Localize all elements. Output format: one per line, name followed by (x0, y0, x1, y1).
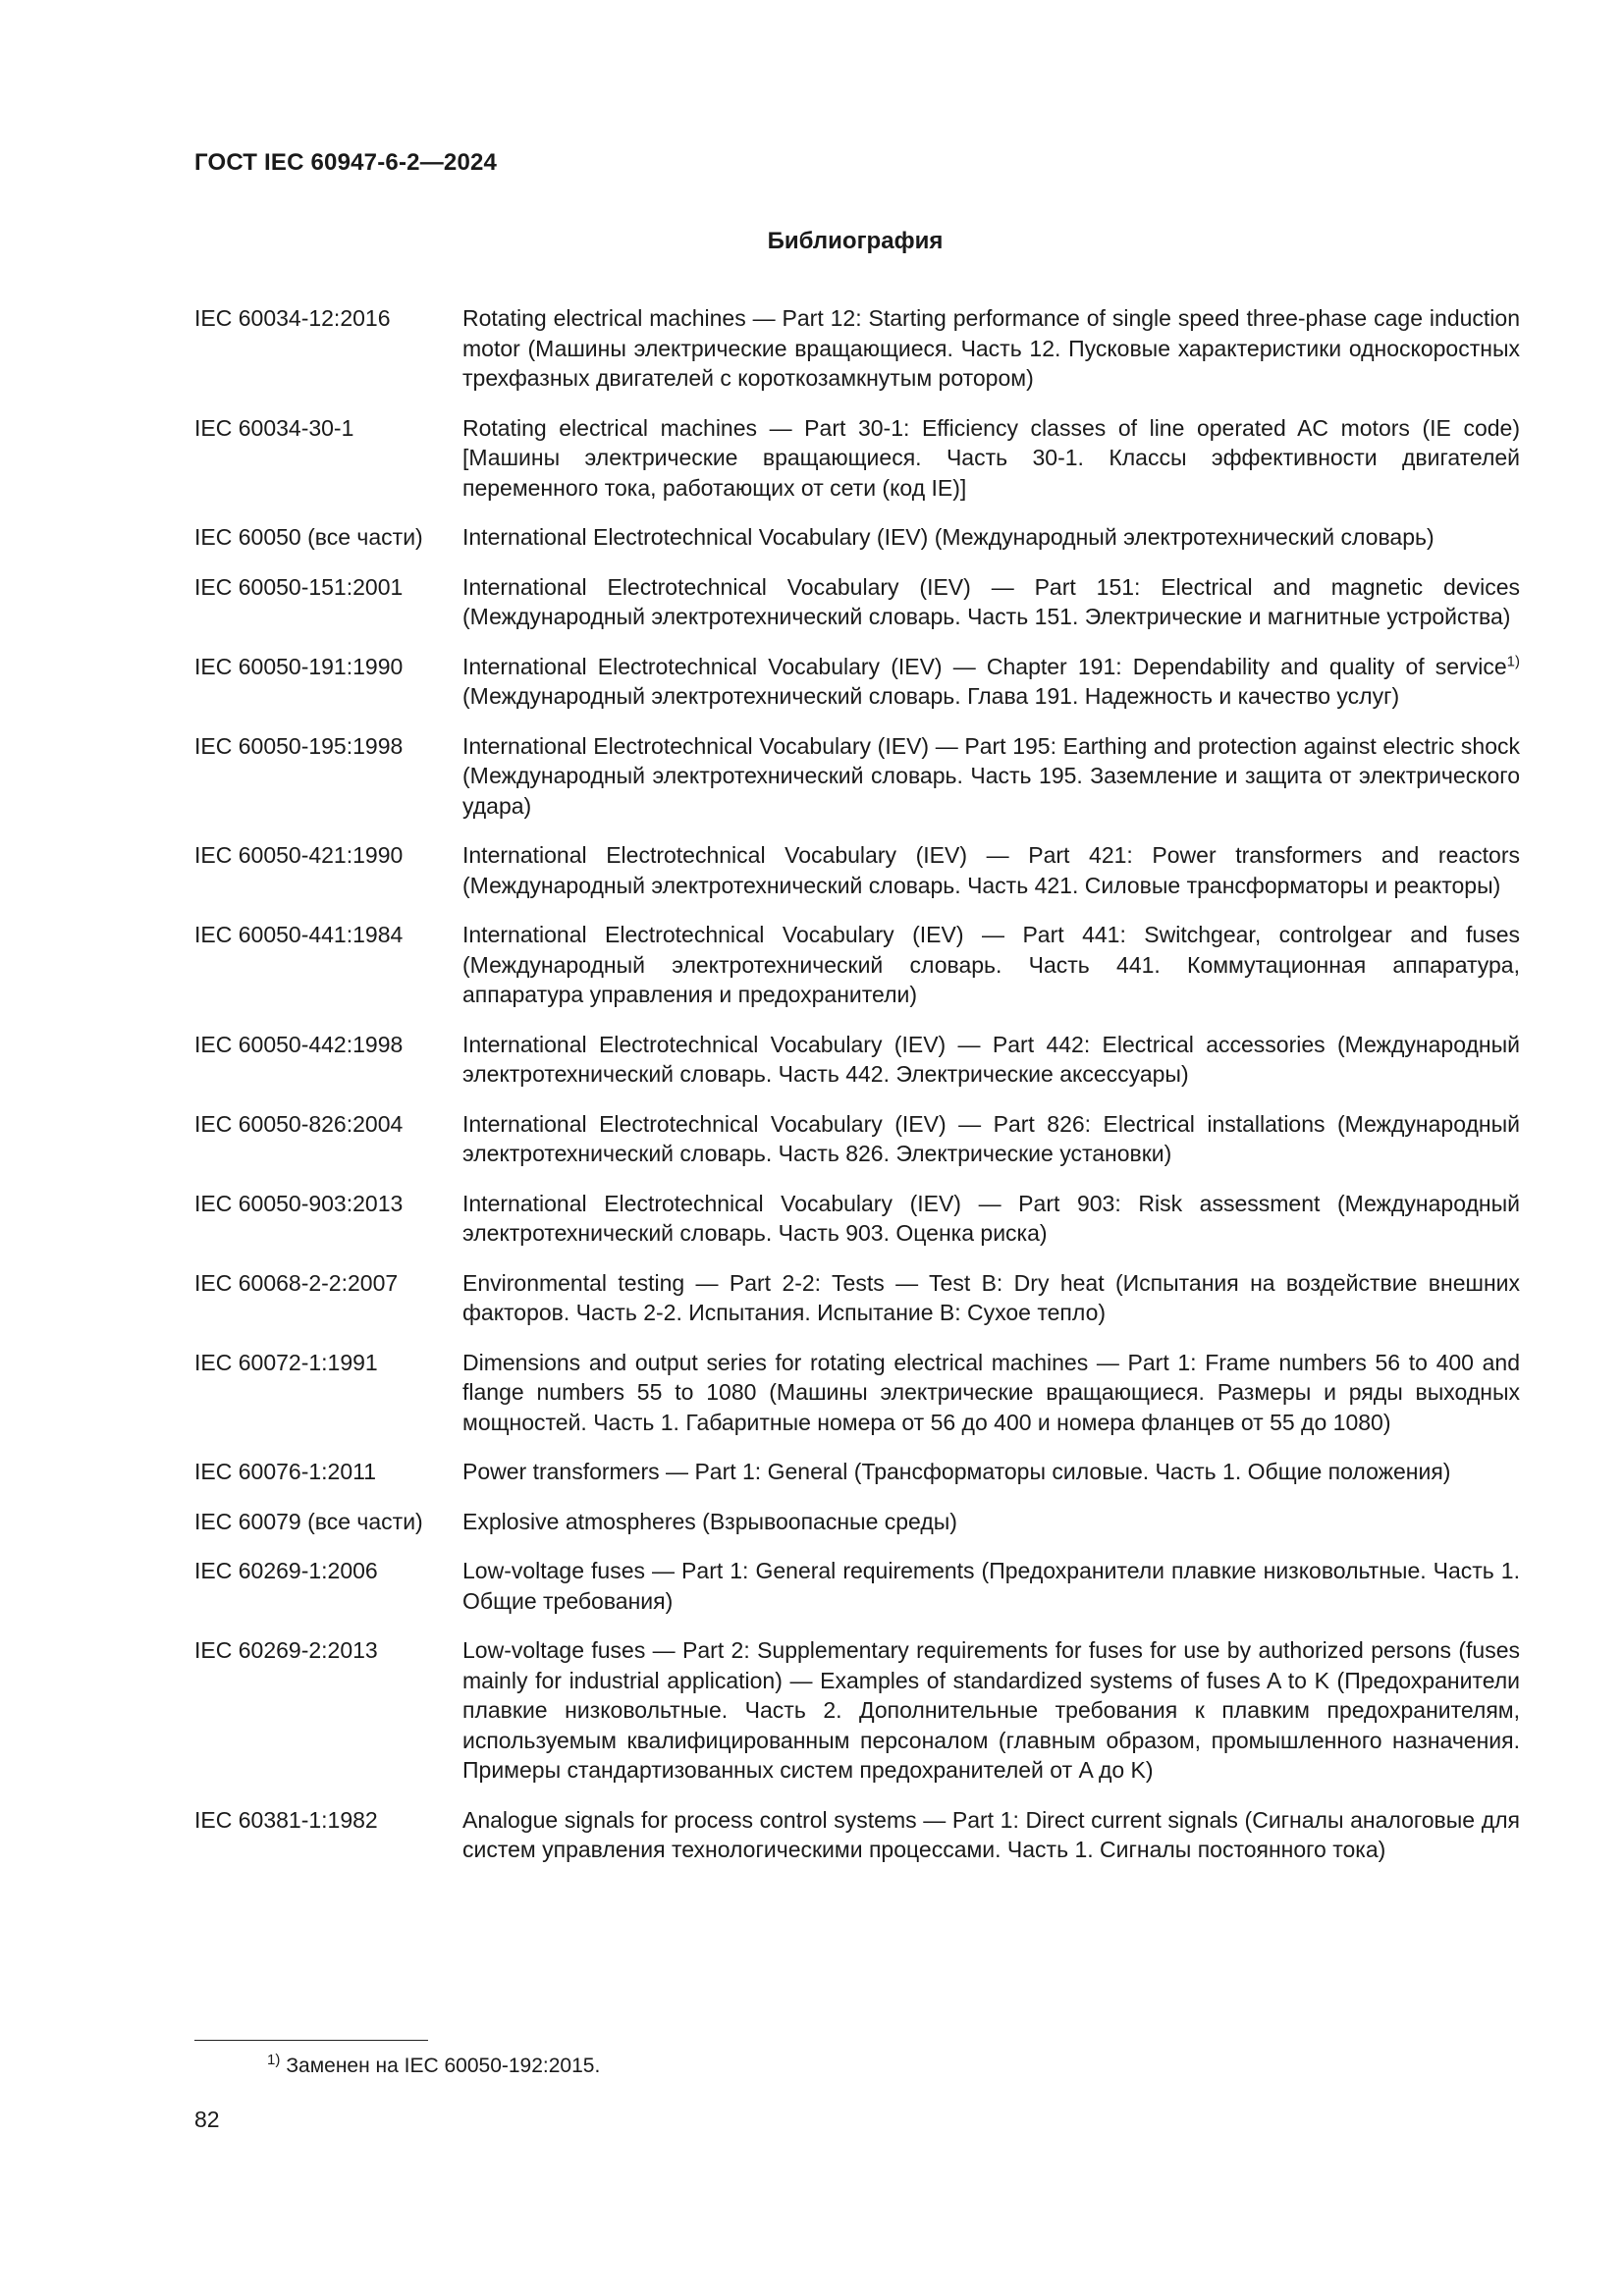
entry-description: International Electrotechnical Vocabulary (IEV) — Part 421: Power transformers and reactors (Международный электротехнический словарь. Часть 421. Силовые трансформаторы и реакторы) (462, 842, 1520, 898)
footnote-number: 1) (267, 2052, 281, 2068)
bibliography-entry (194, 1030, 1520, 1090)
entry-reference: IEC 60050-151:2001 (194, 573, 404, 600)
bibliography-entry (194, 840, 1520, 900)
entry-description: International Electrotechnical Vocabulary (IEV) — Part 441: Switchgear, controlgear and fuses (Международный электротехнический словарь. Часть 441. Коммутационная аппаратура, аппаратура управления и предохранители) (462, 922, 1520, 1007)
entry-reference: IEC 60050-442:1998 (194, 1031, 404, 1057)
footnote-separator (194, 2040, 428, 2041)
entry-reference: IEC 60072-1:1991 (194, 1349, 378, 1375)
entry-description: International Electrotechnical Vocabulary (IEV) (Международный электротехнический словарь) (462, 524, 1435, 550)
bibliography-entry (194, 413, 1520, 504)
entry-description: Analogue signals for process control systems — Part 1: Direct current signals (Сигналы аналоговые для систем управления технологическими процессами. Часть 1. Сигналы постоянного тока) (462, 1806, 1520, 1862)
entry-description: International Electrotechnical Vocabulary (IEV) — Part 903: Risk assessment (Международный электротехнический словарь. Часть 903. Оценка риска) (462, 1190, 1520, 1246)
entry-reference: IEC 60068-2-2:2007 (194, 1269, 399, 1296)
bibliography-entry (194, 303, 1520, 394)
bibliography-entry (194, 1556, 1520, 1616)
standard-designation: ГОСТ IEC 60947-6-2—2024 (194, 149, 498, 176)
bibliography-entry (194, 1348, 1520, 1438)
entry-reference: IEC 60050-903:2013 (194, 1190, 404, 1216)
bibliography-list (194, 303, 1520, 1885)
bibliography-entry (194, 1805, 1520, 1865)
entry-description: Low-voltage fuses — Part 2: Supplementary requirements for fuses for use by authorized persons (fuses mainly for industrial application) — Examples of standardized systems of fuses A to K (Предохранители плавкие низковольтные. Часть 2. Дополнительные требования к плавким предохранителям, используемым квалифицированным персоналом (главным образом, промышленного назначения. Примеры стандартизованных систем предохранителей от A до K) (462, 1637, 1520, 1783)
footnote-text: Заменен на IEC 60050-192:2015. (286, 2055, 601, 2077)
entry-description: International Electrotechnical Vocabulary (IEV) — Part 195: Earthing and protection against electric shock (Международный электротехнический словарь. Часть 195. Заземление и защита от электрического удара) (462, 732, 1520, 819)
bibliography-entry (194, 1635, 1520, 1786)
entry-description: International Electrotechnical Vocabulary (IEV) — Part 442: Electrical accessories (Международный электротехнический словарь. Часть 442. Электрические аксессуары) (462, 1031, 1520, 1087)
bibliography-entry (194, 1457, 1520, 1487)
entry-reference: IEC 60076-1:2011 (194, 1459, 376, 1484)
entry-description: Explosive atmospheres (Взрывоопасные среды) (462, 1508, 957, 1534)
entry-reference: IEC 60050-421:1990 (194, 842, 404, 868)
entry-description: Environmental testing — Part 2-2: Tests — Test B: Dry heat (Испытания на воздействие внешних факторов. Часть 2-2. Испытания. Испытание B: Сухое тепло) (462, 1269, 1520, 1325)
entry-reference: IEC 60050-441:1984 (194, 922, 404, 947)
bibliography-entry (194, 572, 1520, 632)
bibliography-entry (194, 731, 1520, 822)
entry-description: International Electrotechnical Vocabulary (IEV) — Part 826: Electrical installations (Международный электротехнический словарь. Часть 826. Электрические установки) (462, 1110, 1520, 1166)
entry-reference: IEC 60034-12:2016 (194, 305, 391, 331)
entry-text-part: (Международный электротехнический словарь. Глава 191. Надежность и качество услуг) (462, 683, 1400, 709)
entry-reference: IEC 60381-1:1982 (194, 1806, 378, 1833)
entry-description: Rotating electrical machines — Part 30-1: Efficiency classes of line operated AC motors (IE code) [Машины электрические вращающиеся. Часть 30-1. Классы эффективности двигателей переменного тока, работающих от сети (код IE)] (462, 414, 1520, 501)
entry-description: Low-voltage fuses — Part 1: General requirements (Предохранители плавкие низковольтные. Часть 1. Общие требования) (462, 1558, 1520, 1614)
entry-reference: IEC 60079 (все части) (194, 1508, 423, 1534)
entry-description: Dimensions and output series for rotating electrical machines — Part 1: Frame numbers 56 to 400 and flange numbers 55 to 1080 (Машины электрические вращающиеся. Размеры и ряды выходных мощностей. Часть 1. Габаритные номера от 56 до 400 и номера фланцев от 55 до 1080) (462, 1349, 1520, 1435)
bibliography-entry (194, 920, 1520, 1010)
entry-description: Power transformers — Part 1: General (Трансформаторы силовые. Часть 1. Общие положения) (462, 1459, 1451, 1484)
section-title: Библиография (767, 228, 944, 254)
page-number: 82 (194, 2107, 220, 2132)
entry-reference: IEC 60034-30-1 (194, 414, 354, 441)
entry-reference: IEC 60269-1:2006 (194, 1558, 378, 1583)
bibliography-entry (194, 652, 1520, 712)
entry-reference: IEC 60269-2:2013 (194, 1637, 378, 1663)
footnote-marker[interactable]: 1) (1506, 652, 1520, 669)
bibliography-entry (194, 1268, 1520, 1328)
document-header (194, 149, 497, 177)
entry-reference: IEC 60050-191:1990 (194, 653, 404, 679)
entry-text-part: International Electrotechnical Vocabulary (IEV) — Chapter 191: Dependability and quality of service (462, 653, 1507, 679)
bibliography-entry (194, 1189, 1520, 1249)
entry-description: Rotating electrical machines — Part 12: Starting performance of single speed three-phase cage induction motor (Машины электрические вращающиеся. Часть 12. Пусковые характеристики односкоростных трехфазных двигателей с короткозамкнутым ротором) (462, 305, 1520, 391)
entry-reference: IEC 60050-195:1998 (194, 732, 404, 759)
entry-description (462, 652, 1520, 712)
bibliography-entry (194, 522, 1520, 553)
entry-description: International Electrotechnical Vocabulary (IEV) — Part 151: Electrical and magnetic devices (Международный электротехнический словарь. Часть 151. Электрические и магнитные устройства) (462, 573, 1520, 629)
bibliography-entry (194, 1109, 1520, 1169)
footnote (267, 2052, 600, 2081)
bibliography-entry (194, 1507, 1520, 1537)
entry-reference: IEC 60050 (все части) (194, 524, 423, 550)
entry-reference: IEC 60050-826:2004 (194, 1110, 404, 1137)
